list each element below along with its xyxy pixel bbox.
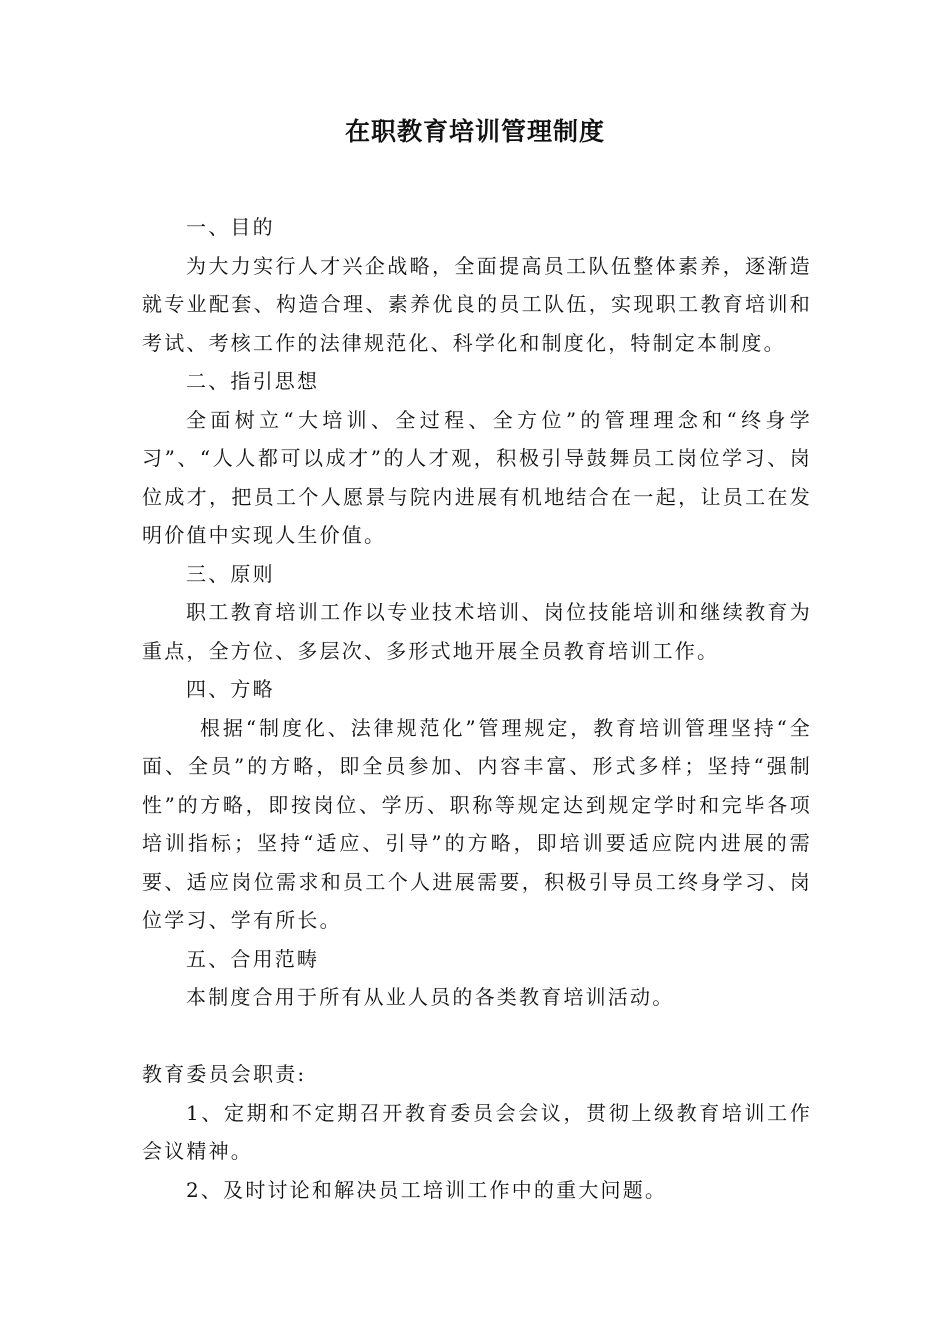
paragraph-strategy: 根据“制度化、法律规范化”管理规定，教育培训管理坚持“全面、全员”的方略，即全员参加、内容丰富、形式多样；坚持“强制性”的方略，即按岗位、学历、职称等规定达到规定学时和完毕各项培训指标；坚持“适应、引导”的方略，即培训要适应院内进展的需要、适应岗位需求和员工个人进展需要，积极引导员工终身学习、岗位学习、学有所长。	[142, 715, 812, 932]
section-heading-purpose: 一、目的	[186, 215, 275, 239]
paragraph-purpose: 为大力实行人才兴企战略，全面提高员工队伍整体素养，逐渐造就专业配套、构造合理、素养优良的员工队伍，实现职工教育培训和考试、考核工作的法律规范化、科学化和制度化，特制定本制度。	[142, 253, 812, 355]
section-heading-guiding-thought: 二、指引思想	[186, 369, 320, 393]
blank-line	[142, 1017, 812, 1056]
section-heading-scope: 五、合用范畴	[186, 946, 320, 971]
paragraph-guiding-thought: 全面树立“大培训、全过程、全方位”的管理理念和“终身学习”、“人人都可以成才”的人才观，积极引导鼓舞员工岗位学习、岗位成才，把员工个人愿景与院内进展有机地结合在一起，让员工在发明价值中实现人生价值。	[142, 407, 812, 547]
section-heading-strategy: 四、方略	[186, 677, 275, 701]
list-item-duty-2: 2、及时讨论和解决员工培训工作中的重大问题。	[186, 1177, 668, 1202]
section-heading-committee-duties: 教育委员会职责:	[142, 1062, 307, 1086]
paragraph-scope: 本制度合用于所有从业人员的各类教育培训活动。	[186, 985, 675, 1009]
document-title: 在职教育培训管理制度	[344, 117, 605, 146]
paragraph-principle: 职工教育培训工作以专业技术培训、岗位技能培训和继续教育为重点，全方位、多层次、多形式地开展全员教育培训工作。	[142, 600, 812, 663]
document-body	[142, 208, 812, 1209]
section-heading-principle: 三、原则	[186, 561, 275, 586]
list-item-duty-1: 1、定期和不定期召开教育委员会会议，贯彻上级教育培训工作会议精神。	[142, 1100, 812, 1163]
